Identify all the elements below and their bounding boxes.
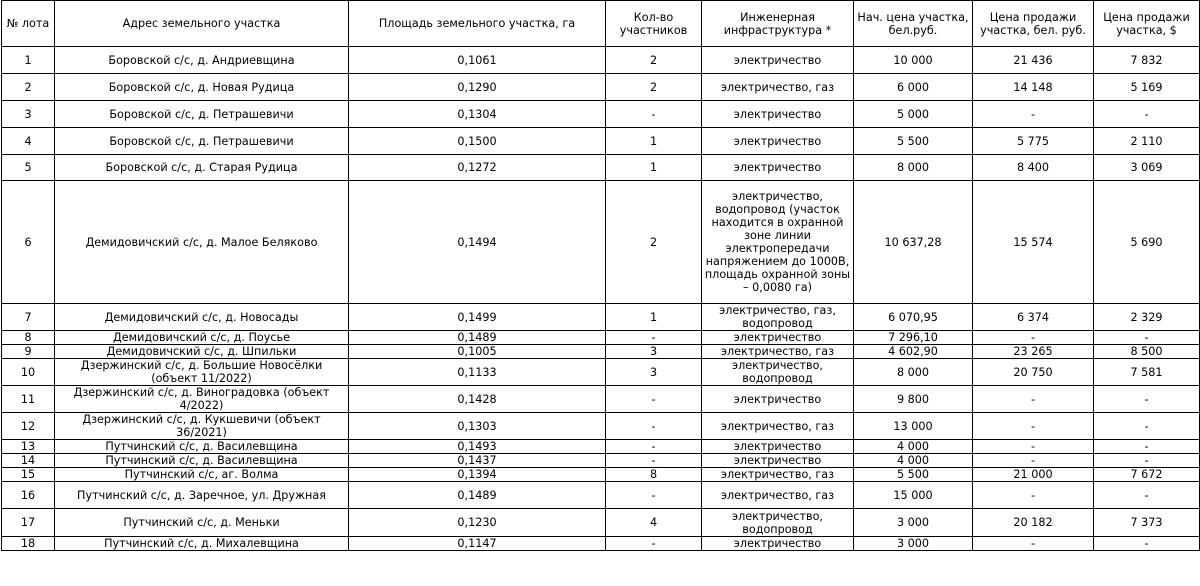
cell-sale-price-usd: 5 169 [1094, 74, 1200, 101]
table-row [2, 101, 1200, 128]
table-row [2, 440, 1200, 454]
cell-infrastructure: электричество, газ [702, 482, 854, 509]
header-sale-price-usd: Цена продажи участка, $ [1094, 1, 1200, 47]
cell-sale-price-usd: 3 069 [1094, 155, 1200, 181]
cell-infrastructure: электричество, водопровод (участок находится в охранной зоне линии электропередачи напряжением до 1000В, площадь охранной зоны – 0,0080 га) [702, 181, 854, 304]
cell-start-price: 6 000 [854, 74, 973, 101]
cell-sale-price-byn: - [973, 331, 1094, 345]
cell-address: Демидовичский с/с, д. Малое Беляково [55, 181, 349, 304]
cell-infrastructure: электричество, водопровод [702, 359, 854, 386]
cell-area: 0,1500 [349, 128, 606, 155]
cell-sale-price-byn: - [973, 440, 1094, 454]
cell-lot-number: 5 [2, 155, 55, 181]
cell-sale-price-byn: 21 436 [973, 47, 1094, 74]
cell-participants: - [606, 331, 702, 345]
cell-sale-price-usd: 7 832 [1094, 47, 1200, 74]
cell-address: Путчинский с/с, д. Василевщина [55, 440, 349, 454]
cell-infrastructure: электричество [702, 101, 854, 128]
cell-area: 0,1489 [349, 482, 606, 509]
cell-sale-price-usd: 5 690 [1094, 181, 1200, 304]
table-row [2, 345, 1200, 359]
cell-lot-number: 9 [2, 345, 55, 359]
cell-area: 0,1493 [349, 440, 606, 454]
cell-sale-price-byn: 5 775 [973, 128, 1094, 155]
cell-sale-price-usd: - [1094, 440, 1200, 454]
cell-start-price: 6 070,95 [854, 304, 973, 331]
header-lot-number: № лота [2, 1, 55, 47]
cell-sale-price-usd: - [1094, 331, 1200, 345]
cell-area: 0,1005 [349, 345, 606, 359]
cell-sale-price-byn: - [973, 482, 1094, 509]
cell-lot-number: 18 [2, 537, 55, 551]
cell-participants: - [606, 101, 702, 128]
table-row [2, 468, 1200, 482]
cell-sale-price-usd: 7 581 [1094, 359, 1200, 386]
cell-lot-number: 2 [2, 74, 55, 101]
cell-sale-price-byn: 14 148 [973, 74, 1094, 101]
cell-sale-price-byn: - [973, 386, 1094, 413]
cell-lot-number: 8 [2, 331, 55, 345]
cell-address: Дзержинский с/с, д. Кукшевичи (объект 36/2021) [55, 413, 349, 440]
cell-sale-price-byn: 20 182 [973, 509, 1094, 537]
cell-sale-price-usd: 8 500 [1094, 345, 1200, 359]
cell-sale-price-usd: 7 373 [1094, 509, 1200, 537]
header-sale-price-byn: Цена продажи участка, бел. руб. [973, 1, 1094, 47]
cell-infrastructure: электричество, газ [702, 413, 854, 440]
table-row [2, 413, 1200, 440]
cell-sale-price-usd: - [1094, 101, 1200, 128]
table-row [2, 74, 1200, 101]
table-row [2, 128, 1200, 155]
cell-sale-price-byn: 21 000 [973, 468, 1094, 482]
cell-sale-price-byn: 20 750 [973, 359, 1094, 386]
cell-start-price: 5 500 [854, 128, 973, 155]
cell-address: Дзержинский с/с, д. Виноградовка (объект 4/2022) [55, 386, 349, 413]
table-row [2, 331, 1200, 345]
cell-address: Путчинский с/с, д. Меньки [55, 509, 349, 537]
cell-start-price: 8 000 [854, 359, 973, 386]
cell-participants: 1 [606, 128, 702, 155]
cell-sale-price-usd: - [1094, 413, 1200, 440]
cell-infrastructure: электричество [702, 47, 854, 74]
cell-infrastructure: электричество, газ [702, 468, 854, 482]
cell-sale-price-usd: 7 672 [1094, 468, 1200, 482]
cell-area: 0,1394 [349, 468, 606, 482]
cell-address: Путчинский с/с, д. Василевщина [55, 454, 349, 468]
cell-area: 0,1230 [349, 509, 606, 537]
cell-lot-number: 3 [2, 101, 55, 128]
cell-sale-price-usd: - [1094, 482, 1200, 509]
cell-infrastructure: электричество [702, 386, 854, 413]
cell-area: 0,1494 [349, 181, 606, 304]
cell-area: 0,1304 [349, 101, 606, 128]
cell-infrastructure: электричество [702, 128, 854, 155]
cell-lot-number: 15 [2, 468, 55, 482]
cell-participants: 2 [606, 181, 702, 304]
cell-infrastructure: электричество [702, 331, 854, 345]
cell-address: Демидовичский с/с, д. Поусье [55, 331, 349, 345]
cell-address: Путчинский с/с, д. Заречное, ул. Дружная [55, 482, 349, 509]
cell-sale-price-byn: - [973, 413, 1094, 440]
cell-address: Боровской с/с, д. Петрашевичи [55, 128, 349, 155]
cell-participants: - [606, 537, 702, 551]
header-start-price: Нач. цена участка, бел.руб. [854, 1, 973, 47]
cell-sale-price-byn: - [973, 101, 1094, 128]
cell-sale-price-usd: - [1094, 454, 1200, 468]
cell-participants: - [606, 386, 702, 413]
cell-sale-price-usd: 2 110 [1094, 128, 1200, 155]
cell-participants: 1 [606, 155, 702, 181]
header-area: Площадь земельного участка, га [349, 1, 606, 47]
table-row [2, 181, 1200, 304]
cell-infrastructure: электричество [702, 454, 854, 468]
cell-lot-number: 10 [2, 359, 55, 386]
cell-area: 0,1061 [349, 47, 606, 74]
cell-area: 0,1147 [349, 537, 606, 551]
cell-area: 0,1499 [349, 304, 606, 331]
cell-lot-number: 17 [2, 509, 55, 537]
cell-start-price: 8 000 [854, 155, 973, 181]
table-row [2, 359, 1200, 386]
cell-address: Путчинский с/с, аг. Волма [55, 468, 349, 482]
cell-sale-price-byn: 6 374 [973, 304, 1094, 331]
cell-address: Боровской с/с, д. Новая Рудица [55, 74, 349, 101]
cell-lot-number: 16 [2, 482, 55, 509]
cell-lot-number: 14 [2, 454, 55, 468]
cell-sale-price-byn: - [973, 454, 1094, 468]
cell-address: Демидовичский с/с, д. Шпильки [55, 345, 349, 359]
cell-lot-number: 1 [2, 47, 55, 74]
table-row [2, 47, 1200, 74]
cell-participants: 4 [606, 509, 702, 537]
cell-address: Демидовичский с/с, д. Новосады [55, 304, 349, 331]
cell-participants: - [606, 454, 702, 468]
header-infrastructure: Инженерная инфраструктура * [702, 1, 854, 47]
cell-infrastructure: электричество [702, 537, 854, 551]
cell-start-price: 4 000 [854, 440, 973, 454]
cell-sale-price-usd: - [1094, 386, 1200, 413]
cell-start-price: 5 000 [854, 101, 973, 128]
cell-lot-number: 7 [2, 304, 55, 331]
cell-start-price: 10 000 [854, 47, 973, 74]
cell-start-price: 3 000 [854, 509, 973, 537]
cell-lot-number: 13 [2, 440, 55, 454]
land-plots-table [1, 0, 1200, 551]
cell-lot-number: 11 [2, 386, 55, 413]
cell-participants: 3 [606, 359, 702, 386]
cell-area: 0,1272 [349, 155, 606, 181]
cell-start-price: 4 000 [854, 454, 973, 468]
cell-infrastructure: электричество, газ, водопровод [702, 304, 854, 331]
cell-lot-number: 12 [2, 413, 55, 440]
cell-start-price: 3 000 [854, 537, 973, 551]
cell-area: 0,1428 [349, 386, 606, 413]
cell-start-price: 5 500 [854, 468, 973, 482]
cell-infrastructure: электричество, водопровод [702, 509, 854, 537]
table-row [2, 537, 1200, 551]
header-row [2, 1, 1200, 47]
cell-participants: 8 [606, 468, 702, 482]
cell-start-price: 7 296,10 [854, 331, 973, 345]
header-participants: Кол-во участников [606, 1, 702, 47]
cell-area: 0,1437 [349, 454, 606, 468]
cell-start-price: 9 800 [854, 386, 973, 413]
cell-start-price: 4 602,90 [854, 345, 973, 359]
cell-area: 0,1290 [349, 74, 606, 101]
cell-participants: 2 [606, 74, 702, 101]
table-row [2, 482, 1200, 509]
cell-sale-price-usd: - [1094, 537, 1200, 551]
cell-sale-price-byn: 23 265 [973, 345, 1094, 359]
table-row [2, 304, 1200, 331]
table-row [2, 454, 1200, 468]
cell-infrastructure: электричество [702, 440, 854, 454]
cell-participants: 2 [606, 47, 702, 74]
cell-start-price: 13 000 [854, 413, 973, 440]
cell-infrastructure: электричество, газ [702, 74, 854, 101]
table-row [2, 155, 1200, 181]
cell-sale-price-byn: 8 400 [973, 155, 1094, 181]
cell-address: Путчинский с/с, д. Михалевщина [55, 537, 349, 551]
cell-address: Дзержинский с/с, д. Большие Новосёлки (объект 11/2022) [55, 359, 349, 386]
cell-sale-price-byn: 15 574 [973, 181, 1094, 304]
cell-infrastructure: электричество, газ [702, 345, 854, 359]
cell-infrastructure: электричество [702, 155, 854, 181]
cell-address: Боровской с/с, д. Петрашевичи [55, 101, 349, 128]
cell-sale-price-usd: 2 329 [1094, 304, 1200, 331]
cell-participants: 1 [606, 304, 702, 331]
cell-participants: 3 [606, 345, 702, 359]
table-row [2, 386, 1200, 413]
cell-area: 0,1133 [349, 359, 606, 386]
cell-sale-price-byn: - [973, 537, 1094, 551]
cell-start-price: 10 637,28 [854, 181, 973, 304]
cell-start-price: 15 000 [854, 482, 973, 509]
cell-address: Боровской с/с, д. Андриевщина [55, 47, 349, 74]
cell-area: 0,1303 [349, 413, 606, 440]
cell-lot-number: 4 [2, 128, 55, 155]
cell-lot-number: 6 [2, 181, 55, 304]
cell-participants: - [606, 482, 702, 509]
header-address: Адрес земельного участка [55, 1, 349, 47]
cell-address: Боровской с/с, д. Старая Рудица [55, 155, 349, 181]
cell-participants: - [606, 413, 702, 440]
cell-area: 0,1489 [349, 331, 606, 345]
cell-participants: - [606, 440, 702, 454]
table-row [2, 509, 1200, 537]
